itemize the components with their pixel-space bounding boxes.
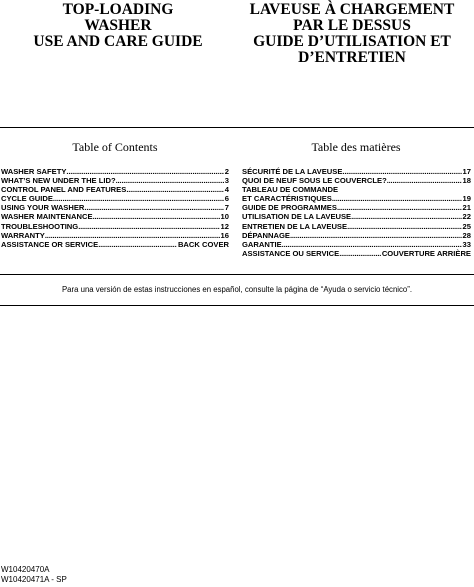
toc-entry-label: CYCLE GUIDE: [1, 194, 53, 204]
toc-entry-page: 22: [462, 212, 471, 222]
title-line: PAR LE DESSUS: [293, 17, 411, 34]
document-numbers: [1, 565, 67, 585]
title-line: LAVEUSE À CHARGEMENT: [249, 1, 455, 18]
toc-entry-label: GUIDE DE PROGRAMMES: [242, 203, 337, 213]
toc-entry-label: WARRANTY: [1, 230, 45, 240]
toc-entry: [242, 240, 471, 249]
toc-entry: [242, 176, 471, 185]
toc-entry-page: 7: [224, 203, 229, 213]
toc-entry: [242, 212, 471, 221]
toc-entry-page: 21: [462, 203, 471, 213]
toc-leader-dots: [126, 185, 223, 194]
toc-entry: [242, 185, 471, 194]
toc-heading-french: Table des matières: [311, 140, 401, 154]
toc-leader-dots: [78, 222, 219, 231]
toc-entry: [1, 194, 229, 203]
toc-leader-dots: [93, 212, 220, 221]
toc-leader-dots: [66, 167, 223, 176]
toc-entry-page: 33: [462, 239, 471, 249]
toc-entry-label: TROUBLESHOOTING: [1, 221, 79, 231]
toc-leader-dots: [347, 222, 461, 231]
title-line: WASHER: [84, 17, 152, 34]
toc-entry-label: WASHER MAINTENANCE: [1, 212, 93, 222]
toc-entry: [242, 194, 471, 203]
toc-entry-page: COUVERTURE ARRIÈRE: [381, 248, 471, 258]
toc-entry-page: 12: [220, 221, 229, 231]
toc-entry: [1, 222, 229, 231]
title-english: [8, 2, 228, 50]
divider: [0, 127, 474, 128]
toc-entry: [242, 249, 471, 258]
toc-entry-page: 16: [220, 230, 229, 240]
toc-leader-dots: [45, 231, 220, 240]
toc-leader-dots: [282, 240, 462, 249]
toc-entry-label: WHAT’S NEW UNDER THE LID?: [1, 176, 116, 186]
toc-entry-label: ASSISTANCE OU SERVICE: [242, 248, 340, 258]
toc-entry-page: BACK COVER: [177, 239, 229, 249]
toc-entry: [242, 203, 471, 212]
toc-entry-label: QUOI DE NEUF SOUS LE COUVERCLE?: [242, 176, 387, 186]
toc-entry: [242, 222, 471, 231]
title-line: D’ENTRETIEN: [298, 49, 406, 66]
toc-entry-label: ENTRETIEN DE LA LAVEUSE: [242, 221, 348, 231]
toc-leader-dots: [84, 203, 223, 212]
toc-entry-page: 2: [224, 167, 229, 176]
toc-entry: [1, 185, 229, 194]
toc-entry-label: WASHER SAFETY: [1, 167, 67, 176]
title-line: USE AND CARE GUIDE: [33, 33, 203, 50]
toc-entry-page: 6: [224, 194, 229, 204]
toc-entry: [242, 231, 471, 240]
toc-entry: [1, 240, 229, 249]
toc-entry: [242, 167, 471, 176]
toc-list-english: [1, 167, 229, 249]
toc-leader-dots: [116, 176, 224, 185]
toc-leader-dots: [387, 176, 462, 185]
toc-entry: [1, 212, 229, 221]
toc-entry-label: SÉCURITÉ DE LA LAVEUSE: [242, 167, 343, 176]
toc-entry-page: 3: [224, 176, 229, 186]
toc-leader-dots: [339, 249, 381, 258]
toc-entry-page: 17: [462, 167, 471, 176]
toc-entry-label: TABLEAU DE COMMANDE: [242, 185, 339, 195]
divider: [0, 274, 474, 275]
spanish-version-note: Para una versión de estas instrucciones en español, consulte la página de “Ayuda o servicio técnico”.: [61, 285, 413, 294]
toc-entry-label: DÉPANNAGE: [242, 230, 290, 240]
toc-entry-page: 19: [462, 194, 471, 204]
toc-list-french: [242, 167, 471, 258]
title-line: TOP-LOADING: [62, 1, 174, 18]
toc-entry-page: 28: [462, 230, 471, 240]
divider: [0, 305, 474, 306]
toc-leader-dots: [351, 212, 461, 221]
toc-leader-dots: [290, 231, 462, 240]
toc-leader-dots: [53, 194, 224, 203]
toc-leader-dots: [342, 167, 461, 176]
toc-heading-english: Table of Contents: [72, 140, 158, 154]
toc-leader-dots: [98, 240, 177, 249]
toc-leader-dots: [337, 203, 462, 212]
toc-entry-page: 4: [224, 185, 229, 195]
toc-entry: [1, 167, 229, 176]
toc-entry-page: 25: [462, 221, 471, 231]
toc-entry-page: 18: [462, 176, 471, 186]
toc-entry-label: GARANTIE: [242, 239, 282, 249]
toc-leader-dots: [332, 194, 462, 203]
toc-entry-label: ASSISTANCE OR SERVICE: [1, 239, 99, 249]
toc-entry: [1, 176, 229, 185]
toc-entry-label: CONTROL PANEL AND FEATURES: [1, 185, 127, 195]
toc-entry-page: 10: [220, 212, 229, 222]
document-number: W10420470A: [1, 565, 50, 574]
toc-entry-label: ET CARACTÉRISTIQUES: [242, 194, 332, 204]
title-line: GUIDE D’UTILISATION ET: [253, 33, 451, 50]
toc-entry-label: UTILISATION DE LA LAVEUSE: [242, 212, 352, 222]
toc-entry: [1, 231, 229, 240]
document-number: W10420471A - SP: [1, 575, 67, 584]
title-french: [238, 2, 466, 66]
toc-entry: [1, 203, 229, 212]
toc-entry-label: USING YOUR WASHER: [1, 203, 85, 213]
